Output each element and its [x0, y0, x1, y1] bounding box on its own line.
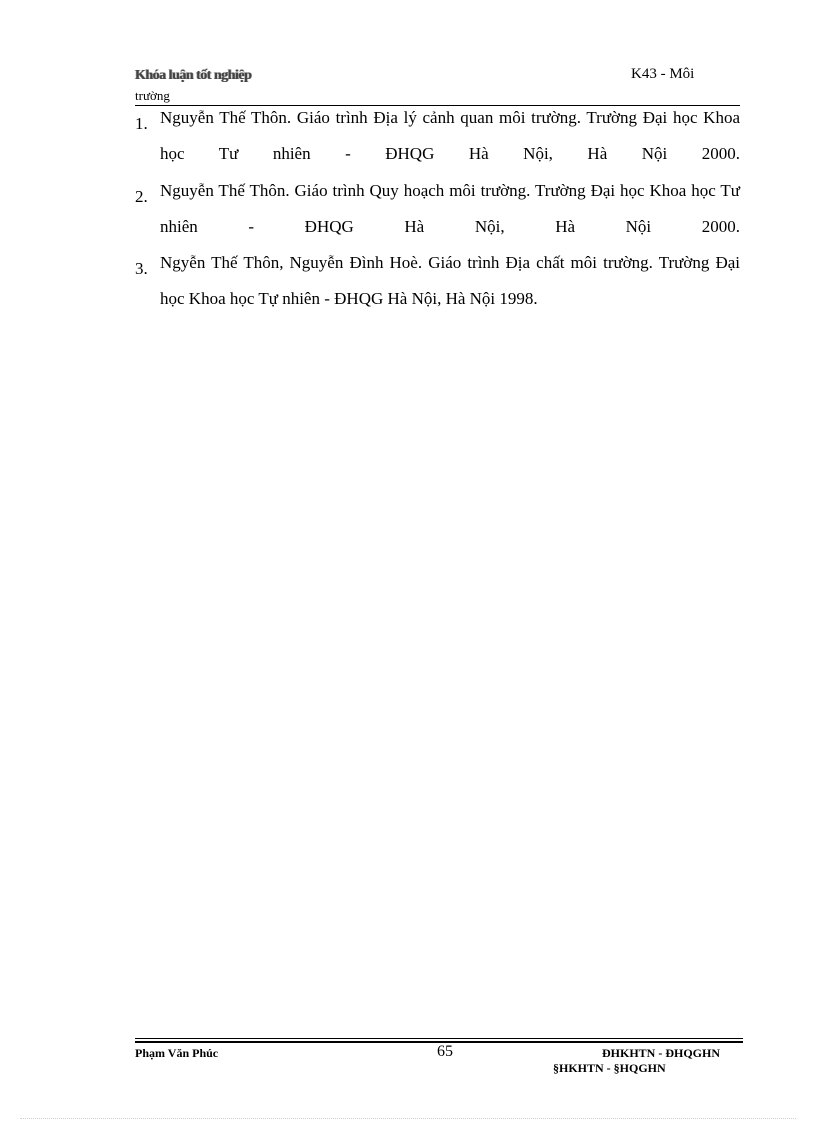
- reference-text: Ngyễn Thế Thôn, Nguyễn Đình Hoè. Giáo trình Địa chất môi trường. Trường Đại học Khoa học Tự nhiên - ĐHQG Hà Nội, Hà Nội 1998.: [160, 253, 740, 308]
- header-class: K43 - Môi: [631, 66, 695, 82]
- reference-number: 3.: [135, 259, 148, 278]
- header-title-continuation: trường: [135, 88, 170, 103]
- reference-text: Nguyễn Thế Thôn. Giáo trình Địa lý cảnh quan môi trường. Trường Đại học Khoa học Tư nhiên - ĐHQG Hà Nội, Hà Nội 2000.: [160, 108, 740, 163]
- footer-university-encoded: §HKHTN - §HQGHN: [553, 1061, 666, 1075]
- footer-university: ĐHKHTN - ĐHQGHN: [602, 1046, 721, 1060]
- reference-item: [135, 245, 740, 317]
- page-bottom-edge: [20, 1118, 796, 1119]
- reference-number: 2.: [135, 187, 148, 206]
- reference-item: [135, 173, 740, 245]
- footer-rule-thin: [135, 1038, 743, 1039]
- page-number: 65: [437, 1043, 453, 1060]
- footer-author: Phạm Văn Phúc: [135, 1046, 219, 1060]
- reference-number: 1.: [135, 114, 148, 133]
- header-title: Khóa luận tốt nghiệp: [135, 68, 252, 83]
- reference-text: Nguyễn Thế Thôn. Giáo trình Quy hoạch môi trường. Trường Đại học Khoa học Tư nhiên - ĐHQG Hà Nội, Hà Nội 2000.: [160, 181, 740, 236]
- reference-item: [135, 100, 740, 172]
